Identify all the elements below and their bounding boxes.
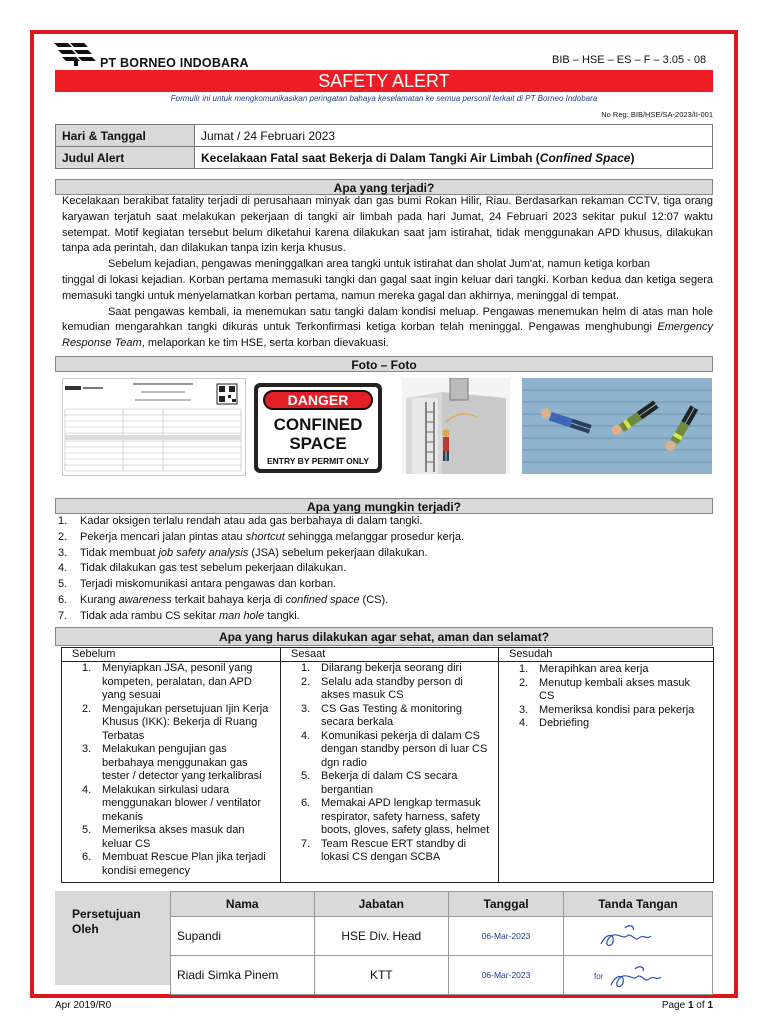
photos-heading: Foto – Foto <box>55 356 713 372</box>
during-item: 6. Memakai APD lengkap termasuk respirator, safety harness, safety boots, gloves, safety glass, helmet <box>301 797 490 836</box>
during-item: 3. CS Gas Testing & monitoring secara berkala <box>301 702 463 728</box>
approval-row <box>171 956 713 995</box>
date-label: Hari & Tanggal <box>56 125 195 147</box>
approver-name: Riadi Simka Pinem <box>171 956 315 995</box>
might-happen-item: 3. Tidak membuat job safety analysis (JSA) sebelum pekerjaan dilakukan. <box>58 546 428 559</box>
danger-confined-space-sign <box>254 383 382 473</box>
company-name: PT BORNEO INDOBARA <box>100 56 249 70</box>
page-number: Page 1 of 1 <box>661 1000 713 1011</box>
might-happen-item: 4. Tidak dilakukan gas test sebelum pekerjaan dilakukan. <box>58 562 347 575</box>
what-happened-paragraph-1: Kecelakaan berakibat fatality terjadi di perusahaan minyak dan gas bumi Rokan Hilir, Riau. Berdasarkan rekaman CCTV, tiga orang karyawan terjatuh saat melakukan pekerjaan di tangki air limbah pada hari Jumat, 24 Februari 2023 sekitar pukul 12:07 waktu setempat. Motif kegiatan tersebut belum diketahui karena dilakukan saat jam istirahat, tidak menggunakan APD khusus, dilakukan tanpa ada perintah, dan dilakukan tanpa izin kerja khusus. <box>62 195 713 255</box>
confined-label: CONFINED <box>273 415 363 434</box>
alert-info-table <box>55 124 713 169</box>
position-column-header: Jabatan <box>314 892 449 917</box>
during-item: 2. Selalu ada standby person di akses masuk CS <box>301 675 463 701</box>
during-column-header: Sesaat <box>281 648 499 662</box>
approver-position: HSE Div. Head <box>314 917 449 956</box>
name-column-header: Nama <box>171 892 315 917</box>
before-item: 5. Memeriksa akses masuk dan keluar CS <box>82 824 245 850</box>
date-column-header: Tanggal <box>449 892 564 917</box>
falling-workers-photo <box>522 378 712 474</box>
what-happened-heading: Apa yang terjadi? <box>55 179 713 195</box>
tank-illustration-photo <box>402 378 510 474</box>
signature-for-note: for <box>593 972 604 981</box>
alert-title-value: Kecelakaan Fatal saat Bekerja di Dalam Tangki Air Limbah (Confined Space) <box>195 147 713 169</box>
approval-label: Persetujuan Oleh <box>72 907 141 936</box>
after-item: 1. Merapihkan area kerja <box>519 663 649 675</box>
approver-position: KTT <box>314 956 449 995</box>
before-list <box>62 662 274 878</box>
after-item: 2. Menutup kembali akses masuk CS <box>519 676 691 702</box>
during-item: 1. Dilarang bekerja seorang diri <box>301 662 462 674</box>
safety-alert-title: SAFETY ALERT <box>55 70 713 92</box>
what-happened-paragraph-3: Saat pengawas kembali, ia menemukan satu tangki dalam kondisi meluap. Pengawas menemukan helm di atas man hole kemudian mengarahkan tangki dikuras untuk Terkonfirmasi ketiga korban telah meninggal. Pengawas menghubungi Emergency Response Team, melaporkan ke tim HSE, serta korban dievakuasi. <box>62 305 713 350</box>
registration-number: No Reg: BIB/HSE/SA-2023/II-001 <box>601 110 713 119</box>
signature-column-header: Tanda Tangan <box>563 892 712 917</box>
before-item: 4. Melakukan sirkulasi udara menggunakan blower / ventilator mekanis <box>82 783 261 823</box>
after-list <box>499 662 707 731</box>
might-happen-list <box>55 514 713 625</box>
space-label: SPACE <box>289 434 347 453</box>
might-happen-item: 7. Tidak ada rambu CS sekitar man hole tangki. <box>58 609 300 622</box>
form-subtitle: Formulir ini untuk mengkomunikasikan peringatan bahaya keselamatan ke semua personil terkait di PT Borneo Indobara <box>170 94 598 103</box>
during-item: 7. Team Rescue ERT standby di lokasi CS dengan SCBA <box>301 837 467 863</box>
might-happen-item: 6. Kurang awareness terkait bahaya kerja di confined space (CS). <box>58 593 389 606</box>
might-happen-heading: Apa yang mungkin terjadi? <box>55 498 713 514</box>
what-happened-paragraph-2a: Sebelum kejadian, pengawas meninggalkan area tangki untuk istirahat dan sholat Jum'at, namun ketiga korban <box>108 258 651 271</box>
date-value: Jumat / 24 Februari 2023 <box>195 125 713 147</box>
approval-row <box>171 917 713 956</box>
before-item: 2. Mengajukan persetujuan Ijin Kerja Khusus (IKK): Bekerja di Ruang Terbatas <box>82 702 269 742</box>
revision-label: Apr 2019/R0 <box>55 1000 112 1011</box>
might-happen-item: 1. Kadar oksigen terlalu rendah atau ada gas berbahaya di dalam tangki. <box>58 515 423 527</box>
after-item: 3. Memeriksa kondisi para pekerja <box>519 703 695 716</box>
signature-cell <box>563 956 712 995</box>
before-item: 3. Melakukan pengujian gas berbahaya menggunakan gas tester / detector yang terkalibrasi <box>82 743 262 782</box>
approver-name: Supandi <box>171 917 315 956</box>
approval-date: 06-Mar-2023 <box>449 917 564 956</box>
company-logo-icon <box>52 42 98 66</box>
approval-table <box>170 891 713 995</box>
before-item: 1. Menyiapkan JSA, pesonil yang kompeten, peralatan, dan APD yang sesuai <box>82 662 253 701</box>
during-item: 5. Bekerja di dalam CS secara bergantian <box>301 770 458 796</box>
before-item: 6. Membuat Rescue Plan jika terjadi kondisi emegency <box>82 851 266 877</box>
during-item: 4. Komunikasi pekerja di dalam CS dengan standby person di luar CS dgn radio <box>301 729 488 769</box>
entry-permit-label: ENTRY BY PERMIT ONLY <box>266 456 370 466</box>
approval-date: 06-Mar-2023 <box>449 956 564 995</box>
might-happen-item: 2. Pekerja mencari jalan pintas atau shortcut sehingga melanggar prosedur kerja. <box>58 530 465 543</box>
signature-cell <box>563 917 712 956</box>
before-column-header: Sebelum <box>62 648 281 662</box>
document-code: BIB – HSE – ES – F – 3.05 - 08 <box>552 54 707 66</box>
after-column-header: Sesudah <box>499 648 714 662</box>
signature-icon <box>565 918 711 951</box>
danger-label: DANGER <box>263 390 373 410</box>
during-list <box>281 662 492 865</box>
signature-icon <box>565 957 711 990</box>
what-happened-paragraph-2b: tinggal di lokasi kejadian. Korban pertama memasuki tangki dan gagal saat ingin keluar dari tangki. Korban kedua dan ketiga segera memasuki tangki untuk menyelamatkan korban pertama, namun mereka gagal dan akhirnya, meninggal di tempat. <box>62 273 713 302</box>
after-item: 4. Debriefing <box>519 717 590 729</box>
alert-title-label: Judul Alert <box>56 147 195 169</box>
what-happened-text <box>62 194 713 352</box>
what-to-do-heading: Apa yang harus dilakukan agar sehat, aman dan selamat? <box>55 627 713 646</box>
might-happen-item: 5. Terjadi miskomunikasi antara pengawas dan korban. <box>58 578 337 591</box>
permit-document-photo <box>62 378 246 476</box>
what-to-do-table <box>61 647 714 883</box>
